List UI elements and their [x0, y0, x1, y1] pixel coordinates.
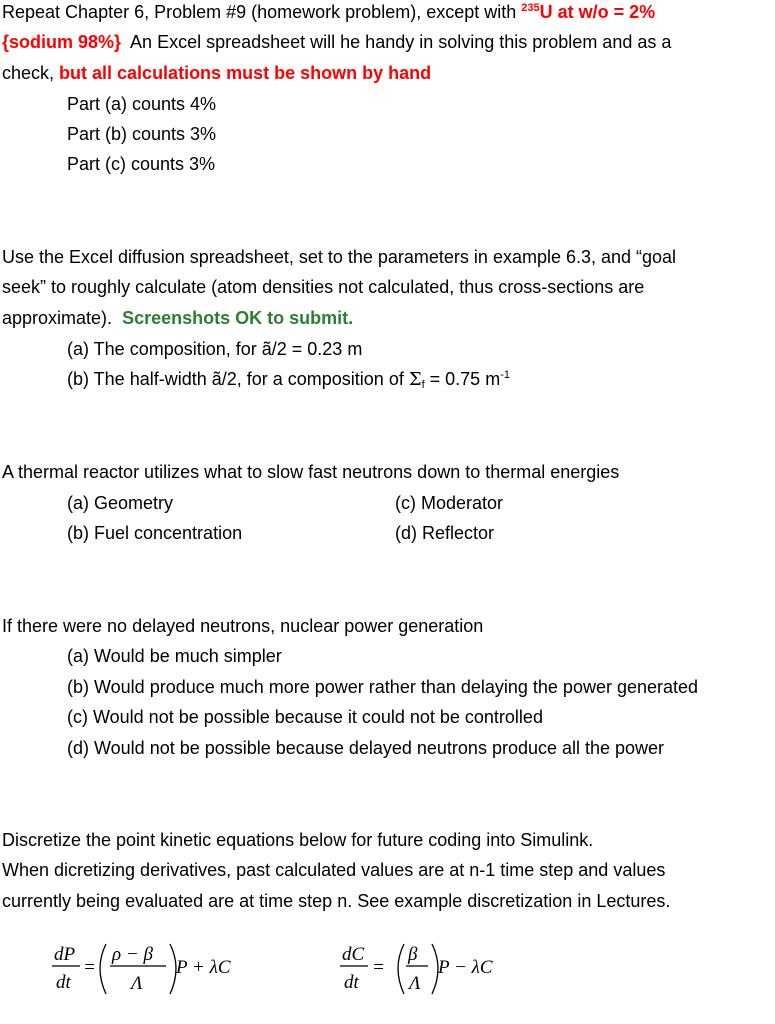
beta-numerator: β [408, 944, 418, 965]
approximate-text: approximate). [2, 308, 123, 328]
problem5-line3: currently being evaluated are at time step n. See example discretization in Lectures. [2, 891, 671, 911]
equation-power-graphic [50, 938, 250, 1000]
by-hand-warning: but all calculations must be shown by hand [59, 63, 432, 83]
problem3-options-row2 [67, 521, 767, 545]
power-rest-terms: P + λC [176, 957, 231, 978]
problem1-line1 [2, 0, 655, 24]
equation-precursor [338, 938, 518, 1000]
problem2-item-a: (a) The composition, for ã/2 = 0.23 m [67, 339, 363, 359]
problem2-line3 [2, 306, 353, 330]
problem1-line3 [2, 61, 431, 85]
equals-sign: = [83, 957, 96, 978]
excel-note: An Excel spreadsheet will he handy in solving this problem and as a [121, 32, 672, 52]
isotope-superscript: 235 [521, 2, 540, 14]
problem4-question: If there were no delayed neutrons, nuclear power generation [2, 616, 484, 636]
dp-numerator: dP [54, 944, 76, 965]
problem4-option-c: (c) Would not be possible because it could not be controlled [67, 707, 543, 727]
lambda-generation-time-2: Λ [409, 973, 421, 994]
item-b-unit-exponent: -1 [500, 369, 510, 381]
rho-minus-beta: ρ − β [112, 944, 153, 965]
left-paren-2 [398, 944, 404, 994]
option-geometry: (a) Geometry [67, 493, 174, 513]
problem5-line2: When dicretizing derivatives, past calculated values are at n-1 time step and values [2, 860, 666, 880]
problem4-option-d: (d) Would not be possible because delayed neutrons produce all the power [67, 738, 665, 758]
precursor-rest-terms: P − λC [438, 957, 493, 978]
problem4-option-b: (b) Would produce much more power rather than delaying the power generated [67, 677, 699, 697]
equation-precursor-graphic [338, 938, 518, 1000]
item-b-value: = 0.75 m [424, 369, 501, 389]
problem2-line2: seek” to roughly calculate (atom densities not calculated, thus cross-sections are [2, 277, 645, 297]
problem2-item-b [67, 367, 510, 392]
problem3-question: A thermal reactor utilizes what to slow fast neutrons down to thermal energies [2, 462, 620, 482]
dt-denominator: dt [56, 972, 71, 993]
sigma-symbol: Σ [408, 369, 422, 390]
option-fuel-concentration: (b) Fuel concentration [67, 523, 243, 543]
problem1-line2 [2, 30, 671, 54]
sigma-subscript: f [421, 379, 425, 391]
problem2-line1: Use the Excel diffusion spreadsheet, set to the parameters in example 6.3, and “goal [2, 247, 677, 267]
problem3-options-row1 [67, 491, 767, 515]
equals-sign-2: = [372, 957, 385, 978]
isotope-enrichment: U at w/o = 2% [539, 2, 656, 22]
left-paren [100, 944, 106, 994]
option-reflector: (d) Reflector [395, 523, 495, 543]
part-b-weight: Part (b) counts 3% [67, 124, 217, 144]
problem1-isotope [521, 2, 655, 22]
problem4-option-a: (a) Would be much simpler [67, 646, 282, 666]
option-moderator: (c) Moderator [395, 493, 504, 513]
equation-power [50, 938, 250, 1000]
part-c-weight: Part (c) counts 3% [67, 154, 216, 174]
dc-numerator: dC [342, 944, 365, 965]
screenshots-note: Screenshots OK to submit. [122, 308, 354, 328]
problem1-intro: Repeat Chapter 6, Problem #9 (homework problem), except with [2, 2, 522, 22]
item-b-text: (b) The half-width ã/2, for a composition of [67, 369, 409, 389]
check-text: check, [2, 63, 60, 83]
dt-denominator-2: dt [344, 972, 359, 993]
problem5-line1: Discretize the point kinetic equations below for future coding into Simulink. [2, 830, 594, 850]
sodium-note: {sodium 98%} [2, 32, 122, 52]
part-a-weight: Part (a) counts 4% [67, 94, 217, 114]
lambda-generation-time: Λ [131, 973, 143, 994]
